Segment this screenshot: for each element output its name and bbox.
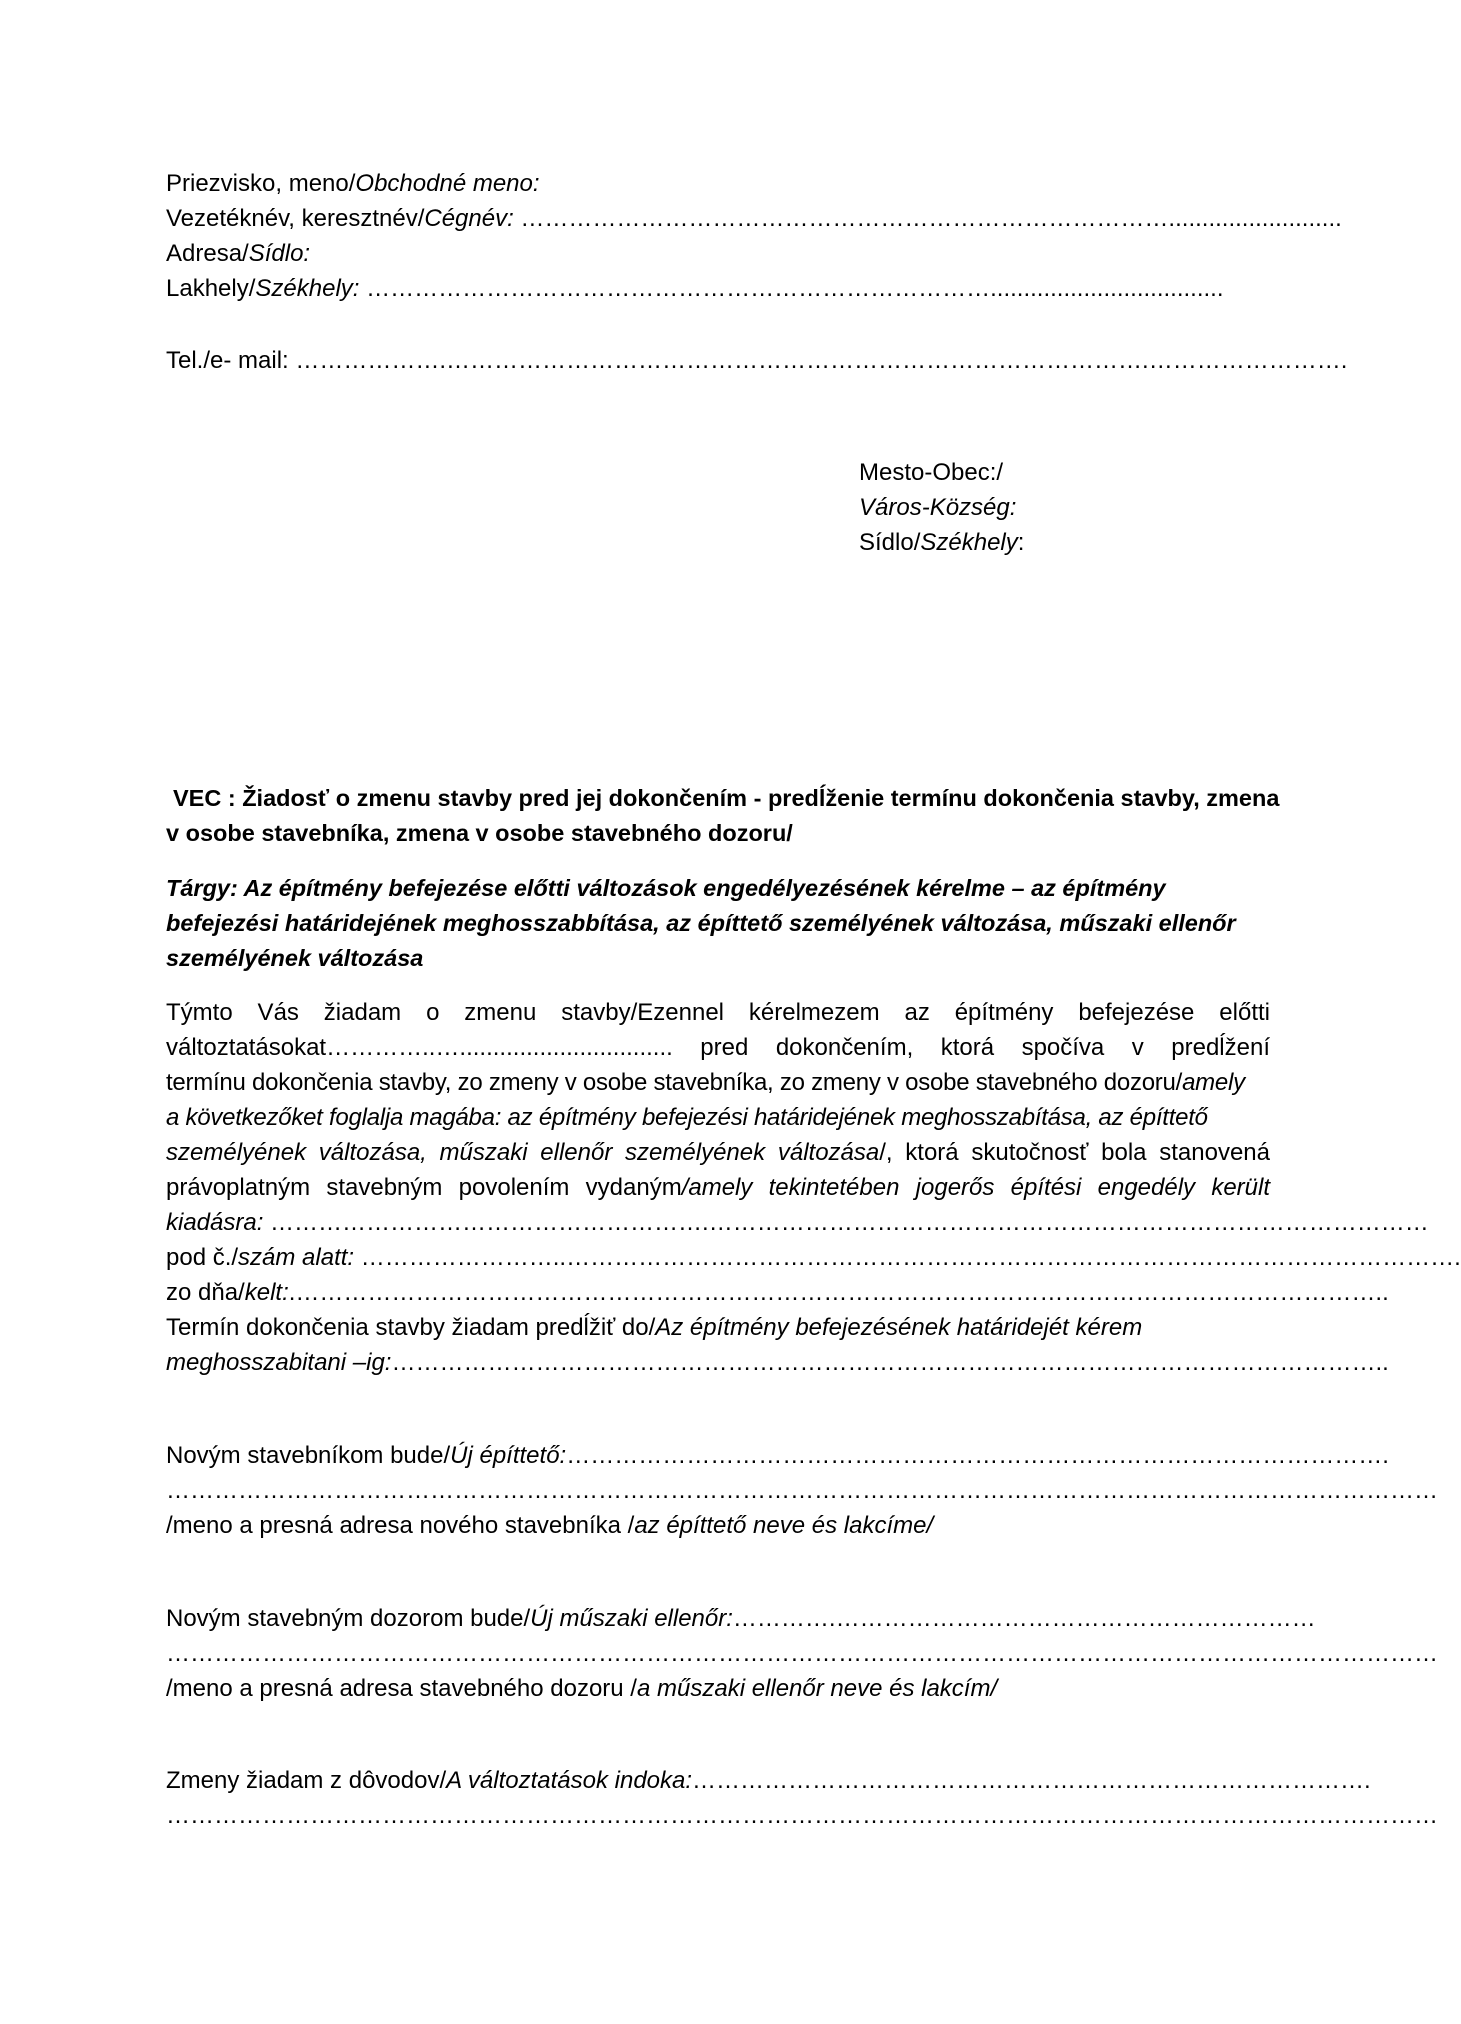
subject-hu-line1: Tárgy: Az építmény befejezése előtti változások engedélyezésének kérelme – az építmény <box>166 875 1166 901</box>
date-field <box>166 1278 1389 1308</box>
reasons-label-hu: A változtatások indoka: <box>446 1767 693 1794</box>
deadline-field <box>166 1348 1389 1378</box>
body-line6 <box>166 1173 1270 1203</box>
name-label-hu: Obchodné meno: <box>355 170 540 197</box>
issued-dots: ……………………………………………….……………………………………………………………………………… <box>263 1209 1429 1236</box>
recipient-city: Mesto-Obec:/ <box>859 459 1004 486</box>
address-field-sk: Lakhely/ <box>166 275 256 302</box>
body-line4: a következőket foglalja magába: az építmény befejezési határidejének meghosszabítása, az építtető <box>166 1104 1208 1131</box>
deadline-label-hu: Az építmény befejezésének határidejét kérem <box>655 1314 1143 1341</box>
new-supervisor-note-hu: a műszaki ellenőr neve és lakcím/ <box>636 1675 998 1702</box>
date-label-hu: kelt: <box>244 1279 289 1306</box>
contact-field <box>166 346 1347 376</box>
new-builder-label-sk: Novým stavebníkom bude/ <box>166 1442 451 1469</box>
new-supervisor-dots: ………….…………………………………………………… <box>732 1605 1316 1632</box>
recipient-seat <box>859 528 1024 558</box>
new-supervisor-label-sk: Novým stavebným dozorom bude/ <box>166 1605 531 1632</box>
new-supervisor-label-hu: Új műszaki ellenőr: <box>530 1605 733 1632</box>
body-line6-sk: právoplatným stavebným povolením vydaným <box>166 1174 682 1201</box>
number-label-hu: szám alatt: <box>238 1244 355 1271</box>
new-builder-note <box>166 1511 933 1541</box>
applicant-address-label <box>166 239 310 269</box>
subject-sk-line1: VEC : Žiadosť o zmenu stavby pred jej dokončením - predĺženie termínu dokončenia stavby, zmena <box>173 785 1280 811</box>
number-label-sk: pod č./ <box>166 1244 239 1271</box>
new-builder-field <box>166 1441 1389 1471</box>
recipient-seat-sk: Sídlo/ <box>859 529 921 556</box>
date-label-sk: zo dňa/ <box>166 1279 245 1306</box>
body-line1: Týmto Vás žiadam o zmenu stavby/Ezennel kérelmezem az építmény befejezése előtti <box>166 999 1270 1026</box>
deadline-field-label: meghosszabitani –ig: <box>166 1349 392 1376</box>
body-line2: változtatásokat…………..…................................ pred dokončením, ktorá spočíva v predĺžení <box>166 1034 1270 1061</box>
applicant-name-field <box>166 204 1342 234</box>
new-supervisor-note-sk: /meno a presná adresa stavebného dozoru / <box>166 1675 637 1702</box>
subject-hu-line2: befejezési határidejének meghosszabbítása, az építtető személyének változása, műszaki ellenőr <box>166 910 1236 936</box>
body-line3 <box>166 1068 1245 1098</box>
address-field-hu: Székhely: <box>255 275 360 302</box>
body-line6-hu: /amely tekintetében jogerős építési engedély került <box>681 1174 1271 1201</box>
address-label-hu: Sídlo: <box>248 240 311 267</box>
applicant-address-field <box>166 274 1224 304</box>
reasons-dots-line: …………………………………………………………………………………………………………………………………………… <box>166 1802 1438 1829</box>
deadline-dots: …………………………………………………………………………………………………………….. <box>391 1349 1389 1376</box>
number-dots: ……………………..…………………………………………………………………………………………………. <box>354 1244 1461 1271</box>
body-line5 <box>166 1138 1270 1168</box>
name-field-hu: Cégnév: <box>424 205 514 232</box>
issued-label: kiadásra: <box>166 1209 264 1236</box>
recipient-city-hu: Város-Község: <box>859 494 1017 521</box>
new-supervisor-note <box>166 1674 997 1704</box>
name-label-sk: Priezvisko, meno/ <box>166 170 356 197</box>
contact-label: Tel./e- mail: <box>166 347 296 374</box>
new-supervisor-dots-line: …………………………………………………………………………………………………………………………………………… <box>166 1640 1438 1667</box>
new-builder-dots-line: …………………………………………………………………………………………………………………………………………… <box>166 1477 1438 1504</box>
reasons-field <box>166 1766 1371 1796</box>
date-dots: .……………………………………………………………………………………………………………………….. <box>288 1279 1389 1306</box>
new-builder-dots: …………………………………………………………………………………………. <box>566 1442 1389 1469</box>
new-builder-label-hu: Új építtető: <box>450 1442 567 1469</box>
recipient-seat-colon: : <box>1017 529 1025 556</box>
body-line3-sk: termínu dokončenia stavby, zo zmeny v osobe stavebníka, zo zmeny v osobe stavebného dozoru/ <box>166 1069 1183 1096</box>
deadline-label-sk: Termín dokončenia stavby žiadam predĺžiť do/ <box>166 1314 656 1341</box>
address-label-sk: Adresa/ <box>166 240 249 267</box>
reasons-dots: …………………………………………………………………………. <box>692 1767 1371 1794</box>
name-dots: ……………………………………………………………………….......................... <box>513 205 1342 232</box>
new-builder-note-hu: az építtető neve és lakcíme/ <box>634 1512 934 1539</box>
number-field <box>166 1243 1461 1273</box>
subject-hu-line3: személyének változása <box>166 945 424 971</box>
deadline-label <box>166 1313 1142 1343</box>
new-supervisor-field <box>166 1604 1316 1634</box>
recipient-seat-hu: Székhely <box>920 529 1018 556</box>
contact-dots: ……………….…………………………………………………………………………….……………………. <box>295 347 1348 374</box>
body-line3-hu: amely <box>1182 1069 1245 1096</box>
reasons-label-sk: Zmeny žiadam z dôvodov/ <box>166 1767 447 1794</box>
body-line5-sk: /, ktorá skutočnosť bola stanovená <box>879 1139 1270 1166</box>
body-line5-hu: személyének változása, műszaki ellenőr személyének változása <box>166 1139 880 1166</box>
subject-sk-line2: v osobe stavebníka, zmena v osobe stavebného dozoru/ <box>166 820 793 846</box>
new-builder-note-sk: /meno a presná adresa nového stavebníka / <box>166 1512 635 1539</box>
applicant-name-label <box>166 169 540 199</box>
name-field-sk: Vezetéknév, keresztnév/ <box>166 205 425 232</box>
issued-field <box>166 1208 1429 1238</box>
address-dots: ……………………………………………………………………................................... <box>359 275 1224 302</box>
